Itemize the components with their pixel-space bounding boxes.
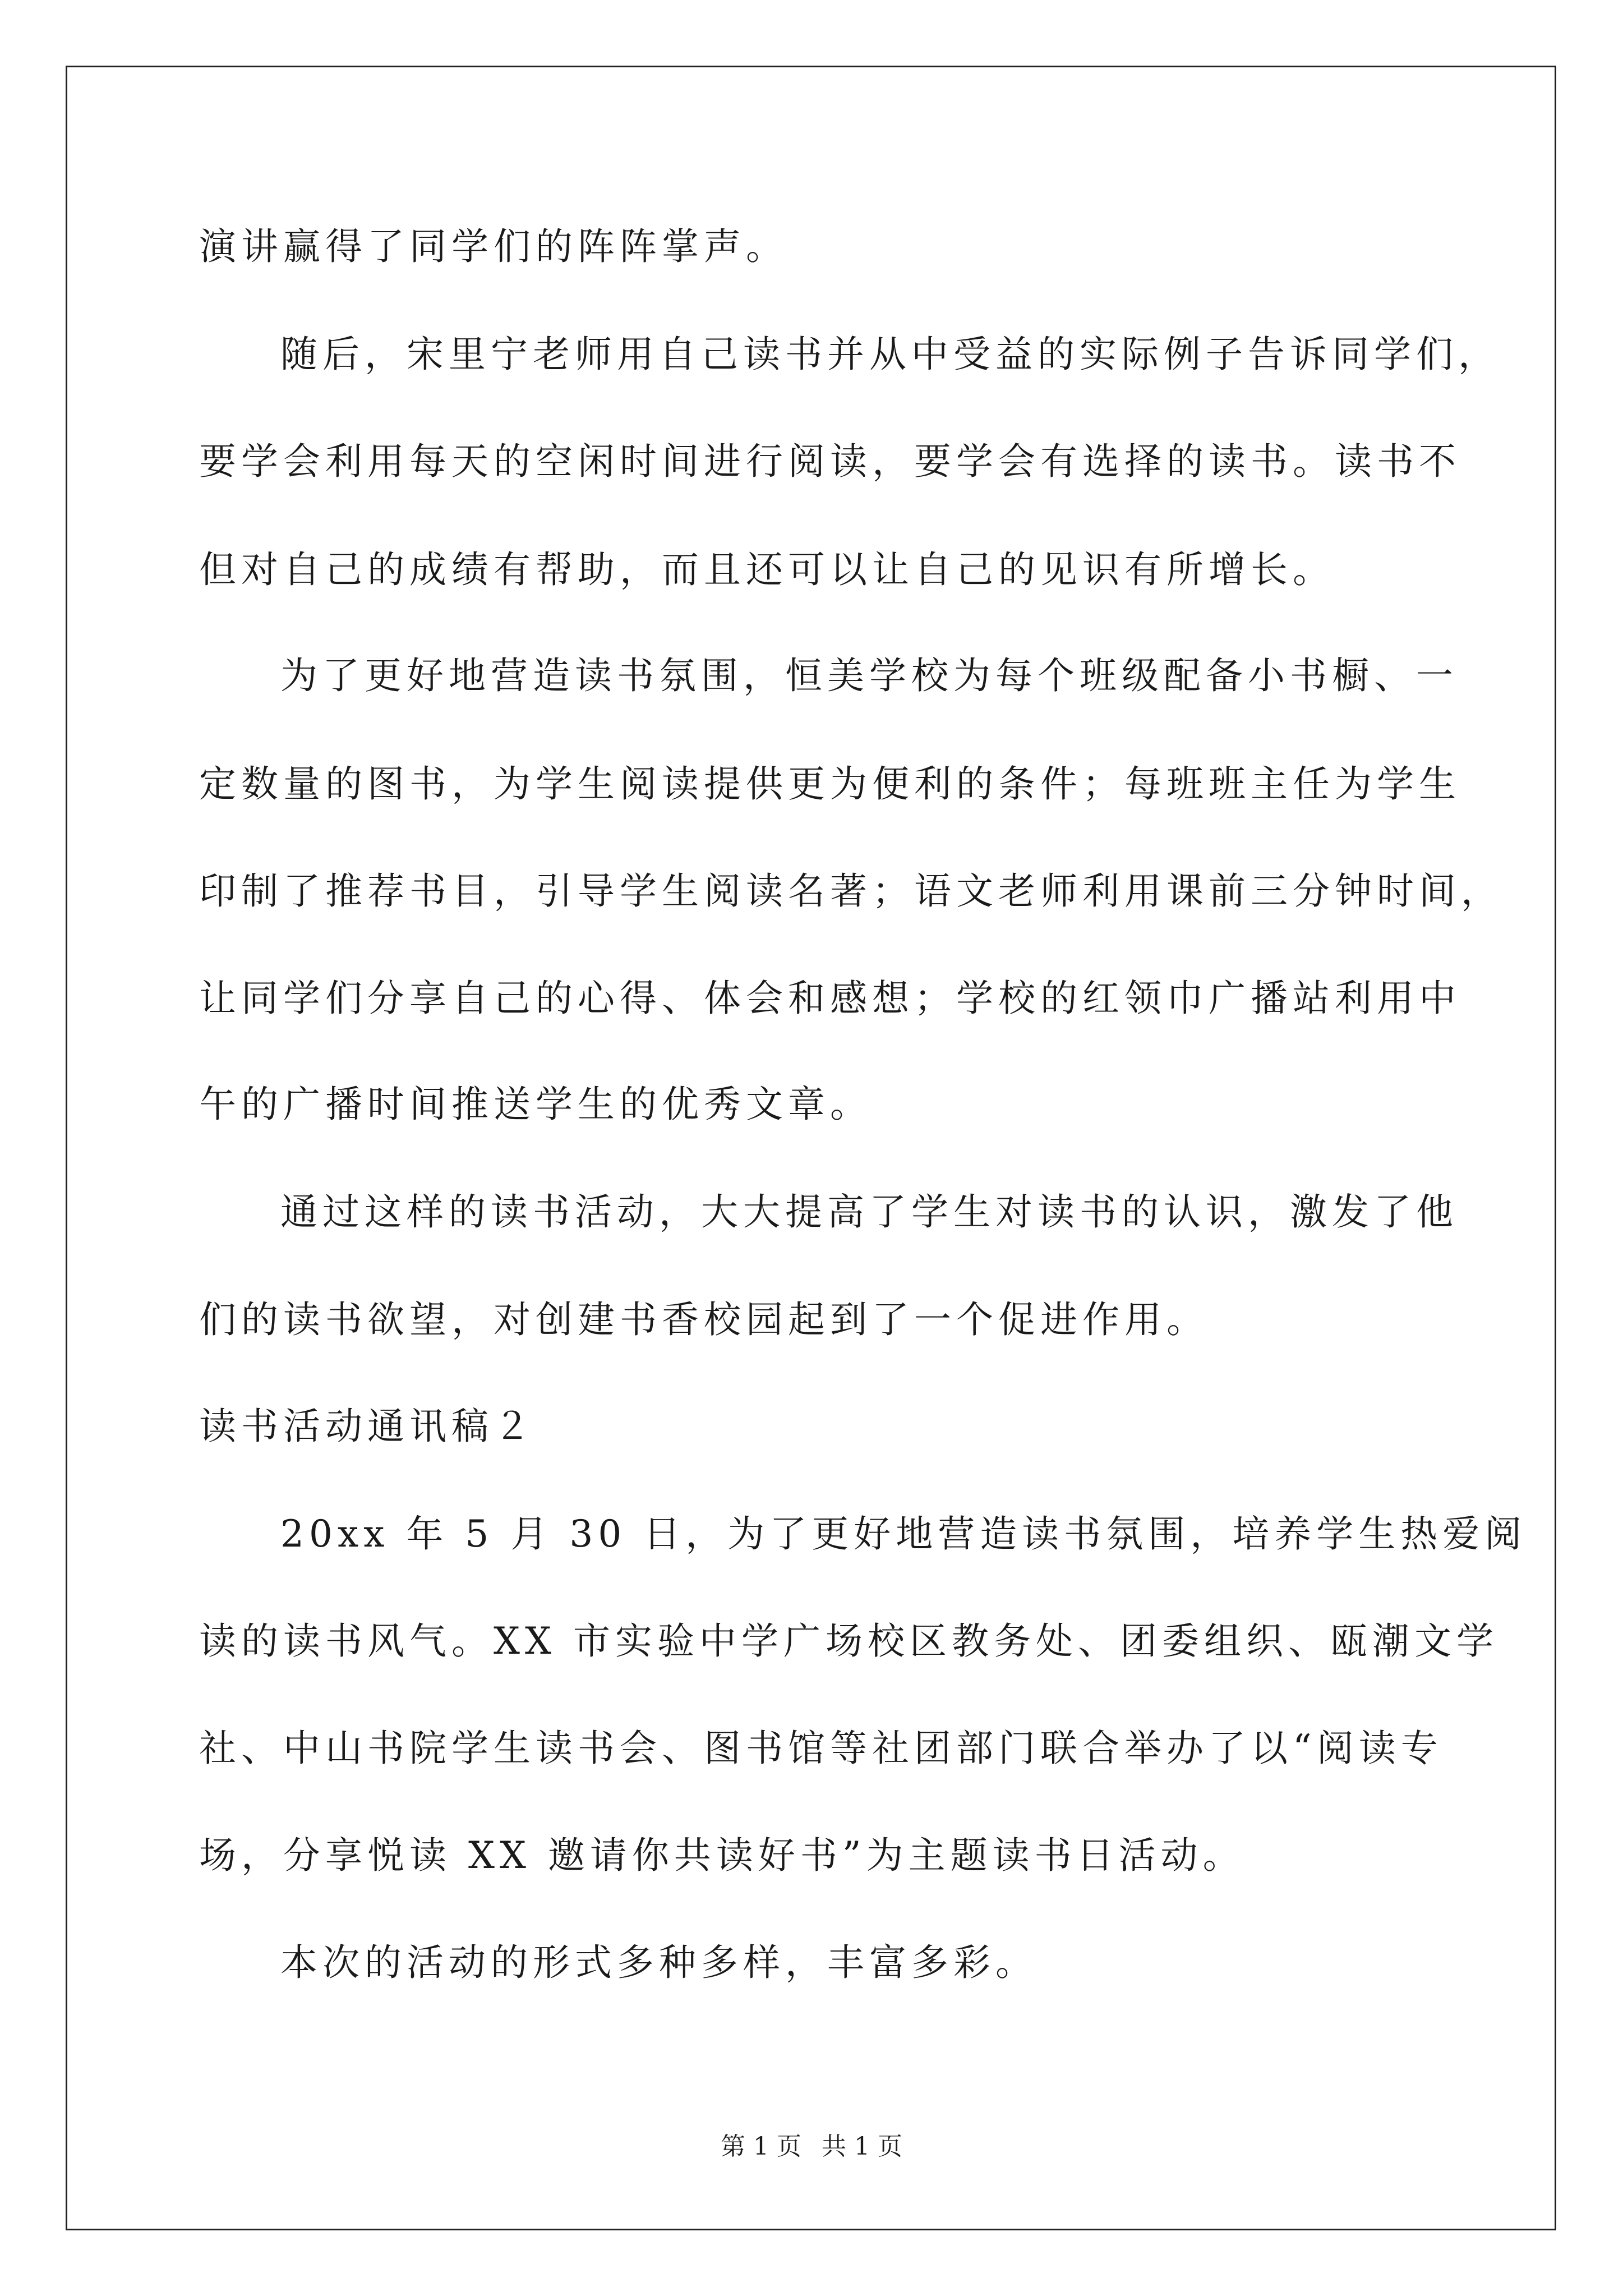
body-line-5: 为了更好地营造读书氛围，恒美学校为每个班级配备小书橱、一 — [280, 654, 1458, 697]
body-line-8: 让同学们分享自己的心得、体会和感想；学校的红领巾广播站利用中 — [199, 977, 1461, 1020]
body-line-13: 读的读书风气。XX 市实验中学广场校区教务处、团委组织、瓯潮文学 — [199, 1619, 1498, 1663]
page-total: 共 1 页 — [822, 2132, 902, 2161]
body-line-9: 午的广播时间推送学生的优秀文章。 — [199, 1083, 872, 1126]
body-line-12: 20xx 年 5 月 30 日，为了更好地营造读书氛围，培养学生热爱阅 — [280, 1512, 1527, 1556]
body-line-16: 本次的活动的形式多种多样，丰富多彩。 — [280, 1941, 1038, 1984]
body-line-10: 通过这样的读书活动，大大提高了学生对读书的认识，激发了他 — [280, 1190, 1458, 1234]
body-line-1: 演讲赢得了同学们的阵阵掌声。 — [199, 225, 788, 268]
body-line-4: 但对自己的成绩有帮助，而且还可以让自己的见识有所增长。 — [199, 548, 1335, 591]
body-line-15: 场，分享悦读 XX 邀请你共读好书”为主题读书日活动。 — [199, 1834, 1245, 1877]
body-line-3: 要学会利用每天的空闲时间进行阅读，要学会有选择的读书。读书不 — [199, 440, 1461, 483]
page-number: 第 1 页 — [721, 2132, 801, 2161]
body-line-11: 们的读书欲望，对创建书香校园起到了一个促进作用。 — [199, 1298, 1209, 1341]
body-line-7: 印制了推荐书目，引导学生阅读名著；语文老师利用课前三分钟时间， — [199, 869, 1503, 913]
body-line-14: 社、中山书院学生读书会、图书馆等社团部门联合举办了以“阅读专 — [199, 1727, 1443, 1770]
body-line-6: 定数量的图书，为学生阅读提供更为便利的条件；每班班主任为学生 — [199, 762, 1461, 806]
section-heading: 读书活动通讯稿２ — [199, 1405, 536, 1448]
body-line-2: 随后，宋里宁老师用自己读书并从中受益的实际例子告诉同学们， — [280, 333, 1500, 376]
page-border — [66, 66, 1556, 2230]
page-footer — [0, 2134, 1623, 2159]
